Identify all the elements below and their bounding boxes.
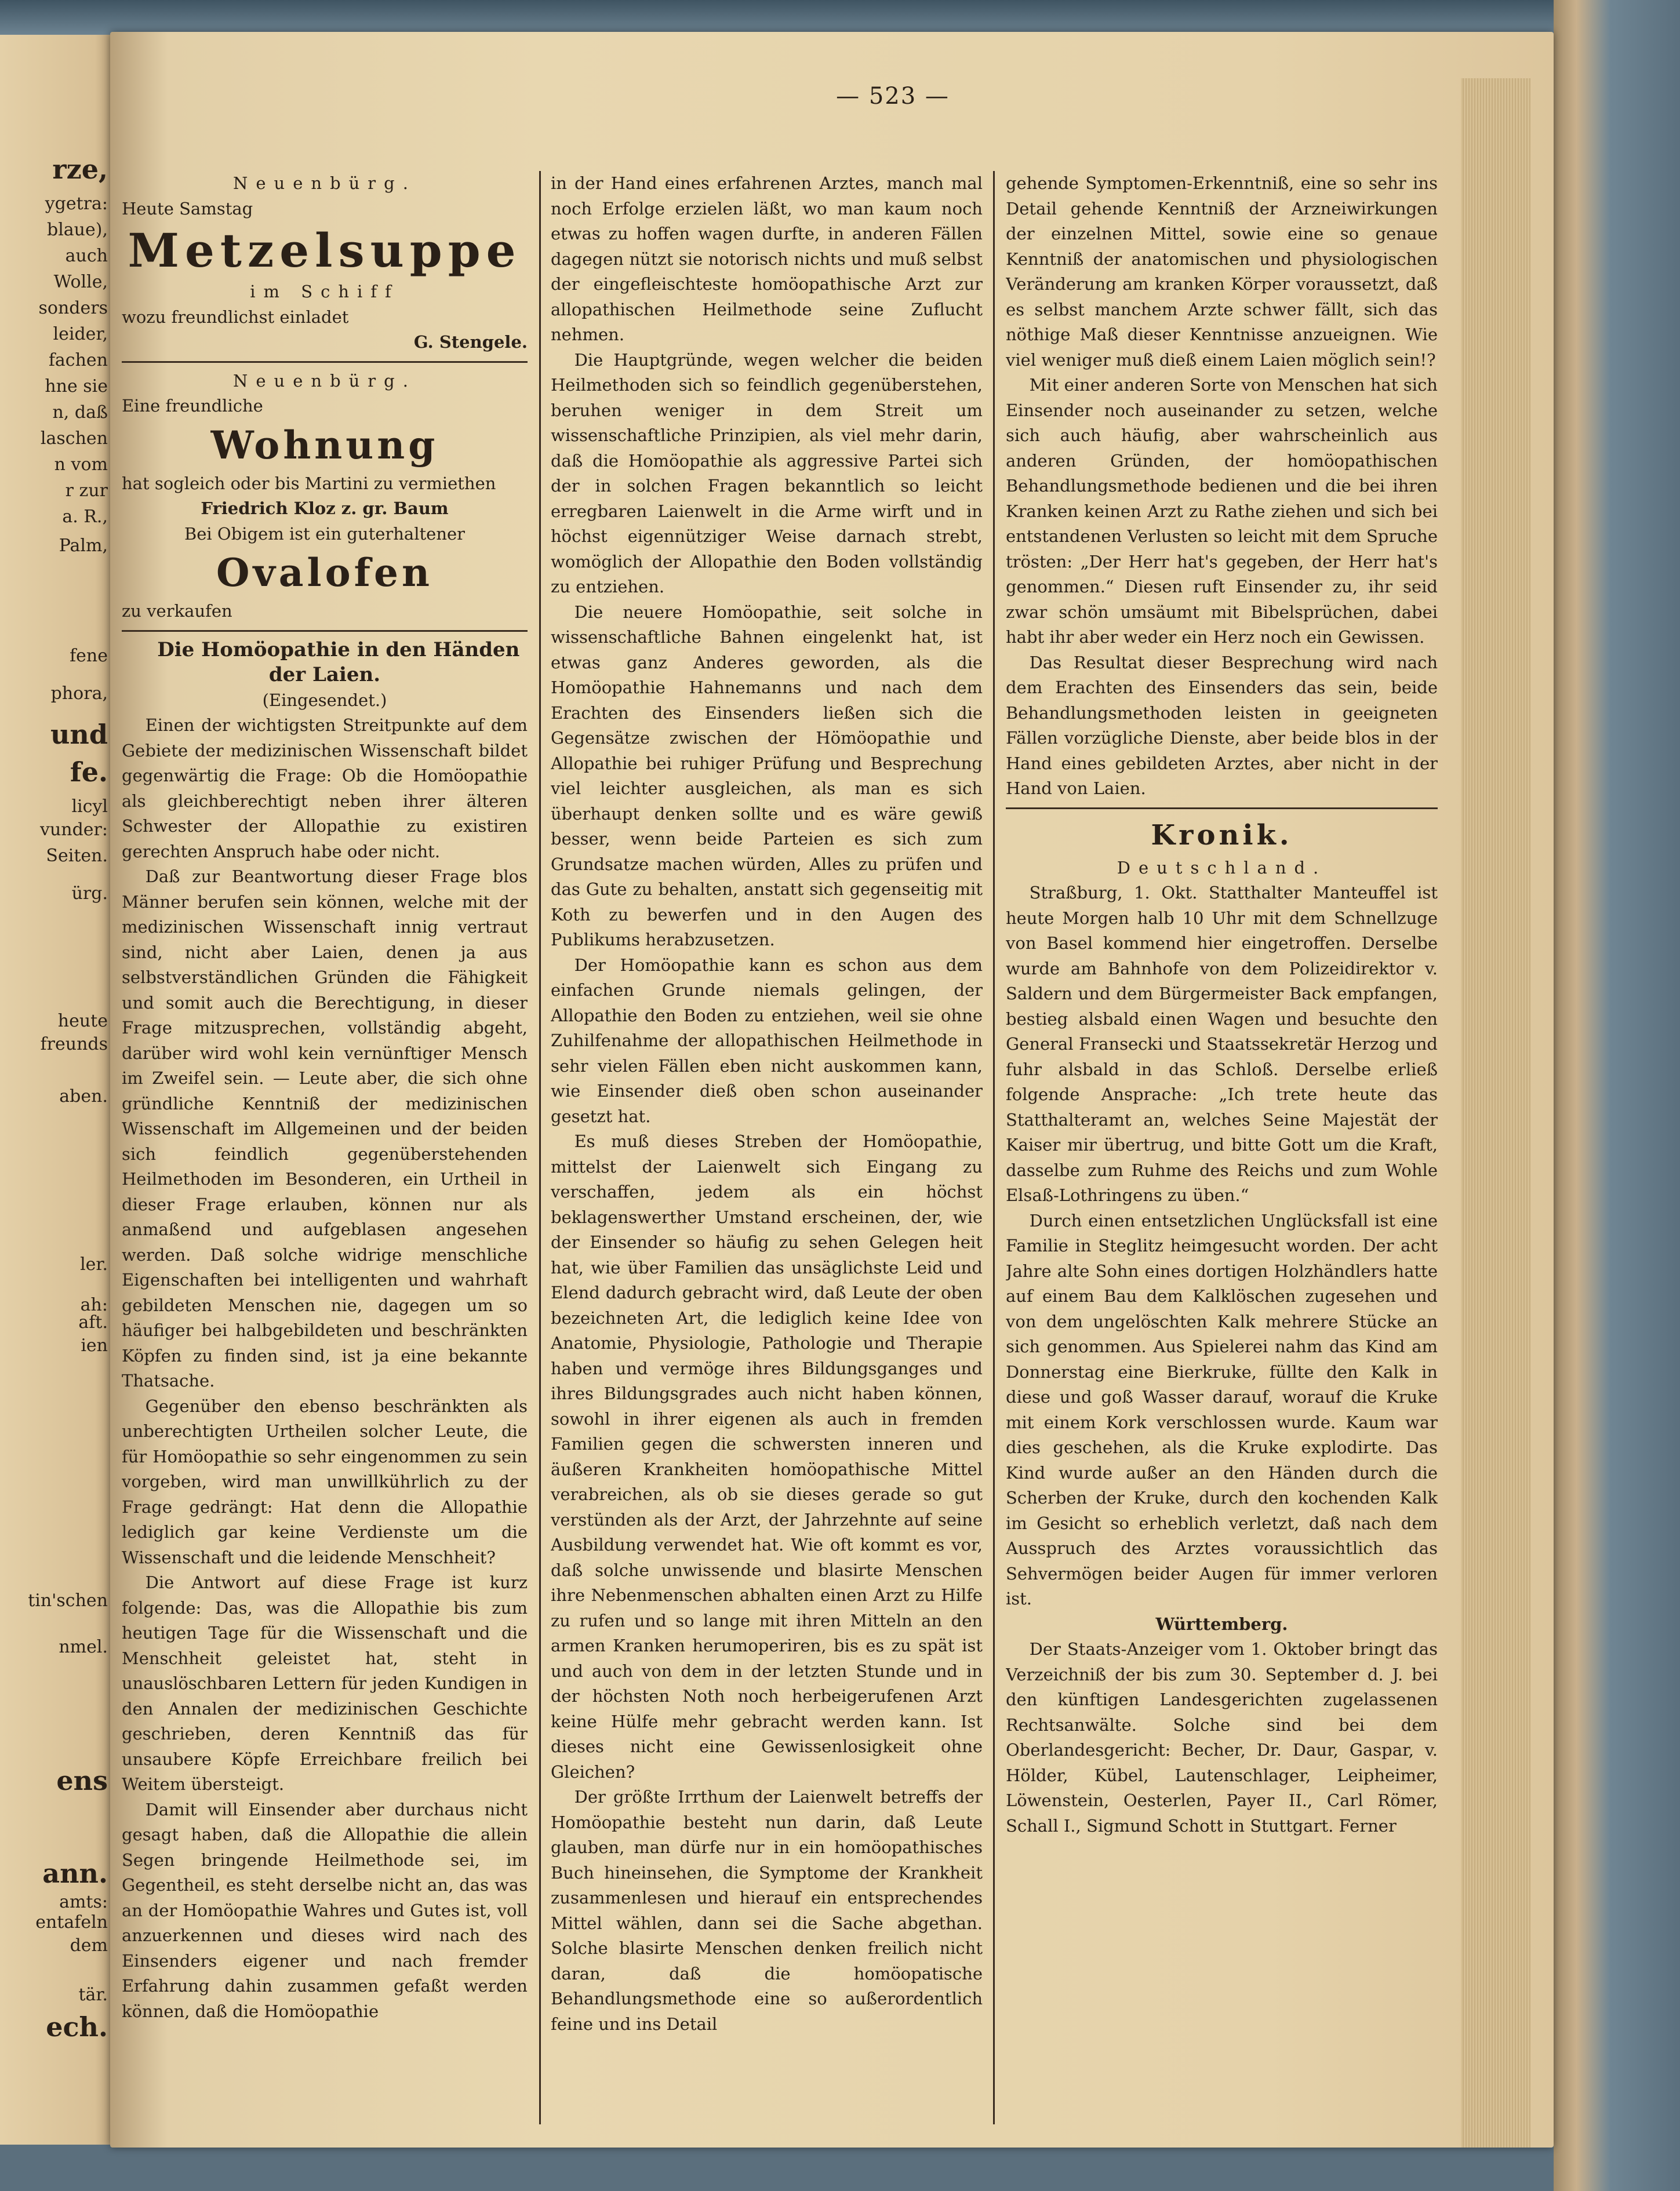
previous-page-text-fragment: und xyxy=(50,719,108,750)
ad1-line1: Heute Samstag xyxy=(122,198,253,219)
article-paragraph: Mit einer anderen Sorte von Menschen hat sich Einsender noch auseinander zu setzen, welche sich auch häufig, aber wahrscheinlich aus anderen Gründen, der homöopathischen Behandlungsmethode bedienen und die bei ihren Kranken keinen Arzt zu Rathe ziehen und sich bei entstandenen Verlusten so leicht mit dem Spruche trösten: „Der Herr hat's gegeben, der Herr hat's genommen.“ Diesen ruft Einsender zu, ihr seid zwar schön umsäumt mit Bibelsprüchen, dabei habt ihr aber weder ein Herz noch ein Gewissen. xyxy=(1006,375,1438,647)
previous-page-text-fragment: ah: xyxy=(80,1295,108,1315)
previous-page-text-fragment: amts: xyxy=(59,1892,108,1912)
ad1-line3: wozu freundlichst einladet xyxy=(122,307,349,327)
previous-page-text-fragment: heute xyxy=(57,1011,108,1031)
newspaper-page xyxy=(110,32,1554,2148)
previous-page-text-fragment: ygetra: xyxy=(45,194,108,214)
previous-page-text-fragment: n vom xyxy=(54,454,108,475)
previous-page-text-fragment: rze, xyxy=(52,154,108,185)
previous-page-text-fragment: tär. xyxy=(78,1985,108,2005)
scan-background-top xyxy=(0,0,1680,35)
previous-page-text-fragment: ürg. xyxy=(71,883,108,904)
previous-page-text-fragment: phora, xyxy=(50,683,108,704)
article-paragraph: in der Hand eines erfahrenen Arztes, manch mal noch Erfolge erzielen läßt, wo man kaum noch etwas zu hoffen wagen durfte, in anderen Fällen dagegen nützt sie notorisch nichts und muß selbst der eingefleischteste homöopathische Arzt zur allopathischen Heilmethode seine Zuflucht nehmen. xyxy=(551,173,983,344)
previous-page-text-fragment: r zur xyxy=(65,481,108,501)
previous-page-text-fragment: nmel. xyxy=(59,1637,108,1657)
ad1-signature: G. Stengele. xyxy=(413,332,528,352)
previous-page-edge xyxy=(0,35,119,2145)
article-paragraph: Der größte Irrthum der Laienwelt betreffs der Homöopathie besteht nun darin, daß Leute glauben, man dürfe nur in ein homöopathisches Buch hineinsehen, die Symptome der Krankheit zusammenlesen und hierauf ein entsprechendes Mittel wählen, dann sei die Sache abgethan. Solche blasirte Menschen denken freilich nicht daran, daß die homöopatische Behandlungsmethode eine so außerordentlich feine und ins Detail xyxy=(551,1787,983,2034)
news-paragraph: Straßburg, 1. Okt. Statthalter Manteuffel ist heute Morgen halb 10 Uhr mit dem Schnellzuge von Basel kommend hier eingetroffen. Derselbe wurde am Bahnhofe von dem Polizeidirektor v. Saldern und dem Bürgermeister Back empfangen, bestieg alsbald einen Wagen und besuchte den General Fransecki und Staatssekretär Herzog und fuhr alsbald in das Schloß. Derselbe erließ folgende Ansprache: „Ich trete heute das Statthalteramt an, welches Seine Majestät der Kaiser mir übertrug, und bitte Gott um die Kraft, dasselbe zum Ruhme des Reichs und zum Wohle Elsaß-Lothringens zu üben.“ xyxy=(1006,883,1438,1205)
article-paragraph: Die neuere Homöopathie, seit solche in wissenschaftliche Bahnen eingelenkt hat, ist etwas ganz Anderes geworden, als die Homöopathie Hahnemanns und nach dem Erachten des Einsenders ließen sich die Gegensätze zwischen der Hömöopathie und Allopathie bei ruhiger Prüfung und Besprechung viel leichter ausgleichen, als man es sich überhaupt denken sollte und es wäre gewiß besser, wenn beide Parteien es sich zum Grundsatze machen würden, Alles zu prüfen und das Gute zu behalten, anstatt sich gegenseitig mit Koth zu bewerfen und in den Augen des Publikums herabzusetzen. xyxy=(551,602,983,949)
column-1 xyxy=(122,171,528,2124)
previous-page-text-fragment: leider, xyxy=(53,324,108,344)
article-paragraph: Der Homöopathie kann es schon aus dem einfachen Grunde niemals gelingen, der Allopathie den Boden zu entziehen, weil sie ohne Zuhilfenahme der allopathischen Heilmethode in sehr vielen Fällen eben nicht auskommen kann, wie Einsender dieß oben schon auseinander gesetzt hat. xyxy=(551,955,983,1126)
previous-page-text-fragment: freunds xyxy=(40,1034,108,1054)
previous-page-text-fragment: fene xyxy=(70,646,108,666)
previous-page-text-fragment: laschen xyxy=(40,428,108,449)
article-paragraph: Es muß dieses Streben der Homöopathie, mittelst der Laienwelt sich Eingang zu verschaffen, jedem als ein höchst beklagenswerther Umstand erscheinen, der, wie der Einsender so häufig zu sehen Gelegen heit hat, wie über Familien das unsäglichste Leid und Elend dadurch gebracht wird, daß Leute der oben bezeichneten Art, die lediglich keine Idee von Anatomie, Physiologie, Pathologie und Therapie haben und vermöge ihres Bildungsganges und ihres Bildungsgrades auch nicht haben können, sowohl in ihrer eigenen als auch in fremden Familien gegen die schwersten inneren und äußeren Krankheiten homöopathische Mittel verabreichen, als ob sie dieses gerade so gut verstünden als der Arzt, der Jahrzehnte auf seine Ausbildung verwendet hat. Wie oft kommt es vor, daß solche unwissende und blasirte Menschen ihre Nebenmenschen abhalten einen Arzt zu Hilfe zu rufen und so lange mit ihren Mitteln an den armen Kranken herumoperiren, bis es zu spät ist und auch von dem in der letzten Stunde und in der höchsten Noth noch herbeigerufenen Arzt keine Hülfe mehr gebracht werden kann. Ist dieses nicht eine Gewissenlosigkeit ohne Gleichen? xyxy=(551,1131,983,1782)
ad2-line2: hat sogleich oder bis Martini zu vermiethen xyxy=(122,473,496,493)
ad1-place: Neuenbürg. xyxy=(233,173,416,193)
article-paragraph: Die Antwort auf diese Frage ist kurz folgende: Das, was die Allopathie bis zum heutigen Tage für die Wissenschaft und die Menschheit geleistet hat, steht in unauslöschbaren Lettern für jeden Kundigen in den Annalen der medizinischen Geschichte geschrieben, deren Kenntniß das für unsaubere Köpfe Erreichbare freilich bei Weitem übersteigt. xyxy=(122,1573,528,1794)
ad3-line1: Bei Obigem ist ein guterhaltener xyxy=(184,523,466,544)
page-number: — 523 — xyxy=(836,83,950,110)
ad3-line2: zu verkaufen xyxy=(122,601,232,621)
news-paragraph: Durch einen entsetzlichen Unglücksfall ist eine Familie in Steglitz heimgesucht worden. Der acht Jahre alte Sohn eines dortigen Holzhändlers hatte auf einem Bau dem Kalklöschen zugesehen und von dem ungelöschten Kalk mehrere Stücke an sich genommen. Aus Spielerei nahm das Kind am Donnerstag eine Bierkruke, füllte den Kalk in diese und goß Wasser darauf, worauf die Kruke mit einem Kork verschlossen wurde. Kaum war dies geschehen, als die Kruke explodirte. Das Kind wurde außer an den Händen durch die Scherben der Kruke, durch den kochenden Kalk im Gesicht so erheblich verletzt, daß nach dem Ausspruch des Arztes voraussichtlich das Sehvermögen beider Augen für immer verloren ist. xyxy=(1006,1210,1438,1608)
article-paragraph: Die Hauptgründe, wegen welcher die beiden Heilmethoden sich so feindlich gegenüberstehen, beruhen weniger in dem Streit um wissenschaftliche Prinzipien, als viel mehr darin, daß die Homöopathie als aggressive Partei sich der in solchen Fragen bekanntlich so leicht erregbaren Laienwelt in die Arme wirft und in höchst eigennütziger Weise darnach strebt, womöglich der Allopathie den Boden vollständig zu entziehen. xyxy=(551,350,983,596)
previous-page-text-fragment: ens xyxy=(56,1765,108,1796)
previous-page-text-fragment: sonders xyxy=(38,298,108,318)
previous-page-text-fragment: ien xyxy=(81,1335,108,1356)
previous-page-text-fragment: ech. xyxy=(46,2011,108,2043)
article-paragraph: Daß zur Beantwortung dieser Frage blos Männer berufen sein können, welche mit der medizinischen Wissenschaft innig vertraut sind, nicht aber Laien, denen ja aus selbstverständlichen Gründen die Fähigkeit und somit auch die Berechtigung, in dieser Frage mitzusprechen, vollständig abgeht, darüber wird wohl kein vernünftiger Mensch im Zweifel sein. — Leute aber, die sich ohne gründliche Kenntniß der medizinischen Wissenschaft im Allgemeinen und der beiden sich feindlich gegenüberstehenden Heilmethoden im Besonderen, ein Urtheil in dieser Frage erlauben, können nur als anmaßend und aufgeblasen angesehen werden. Daß solche widrige menschliche Eigenschaften bei intelligenten und wahrhaft gebildeten Menschen nie, dagegen um so häufiger bei halbgebildeten und beschränkten Köpfen zu finden sind, ist ja eine bekannte Thatsache. xyxy=(122,867,528,1391)
column-2 xyxy=(551,171,983,2124)
region-heading: Württemberg. xyxy=(1155,1614,1288,1634)
article-paragraph: gehende Symptomen-Erkenntniß, eine so sehr ins Detail gehende Kenntniß der Arzneiwirkungen der einzelnen Mittel, sowie eine so genaue Kenntniß der anatomischen und physiologischen Veränderung am kranken Körper voraussetzt, daß es selbst manchem Arzte schwer fällt, sich das nöthige Maß dieser Kenntnisse anzueignen. Wie viel weniger muß dieß einem Laien möglich sein!? xyxy=(1006,173,1438,370)
section-divider xyxy=(1006,807,1438,809)
previous-page-text-fragment: a. R., xyxy=(62,507,108,527)
page-stack-edges xyxy=(1461,78,1530,2148)
article-paragraph: Einen der wichtigsten Streitpunkte auf dem Gebiete der medizinischen Wissenschaft bildet gegenwärtig die Frage: Ob die Homöopathie als gleichberechtigt neben ihrer älteren Schwester der Allopathie zu existiren gerechten Anspruch habe oder nicht. xyxy=(122,715,528,861)
country-heading: Deutschland. xyxy=(1117,857,1327,878)
previous-page-text-fragment: hne sie xyxy=(45,376,108,396)
article-subtitle: (Eingesendet.) xyxy=(262,690,387,710)
column-3 xyxy=(1006,171,1438,2124)
ad3-title: Ovalofen xyxy=(216,550,434,595)
previous-page-text-fragment: entafeln xyxy=(35,1912,108,1932)
previous-page-text-fragment: Seiten. xyxy=(46,846,108,866)
previous-page-text-fragment: n, daß xyxy=(52,402,108,423)
ad-divider xyxy=(122,361,528,363)
ad2-line1: Eine freundliche xyxy=(122,396,263,416)
previous-page-text-fragment: ler. xyxy=(80,1254,108,1275)
previous-page-text-fragment: aben. xyxy=(59,1086,108,1107)
previous-page-text-fragment: dem xyxy=(70,1935,108,1956)
ad2-place: Neuenbürg. xyxy=(233,370,416,391)
chronik-heading: Kronik. xyxy=(1151,818,1293,851)
book-spine-background xyxy=(1554,0,1680,2191)
ad2-signature: Friedrich Kloz z. gr. Baum xyxy=(201,498,449,518)
previous-page-text-fragment: vunder: xyxy=(40,820,108,840)
article-paragraph: Damit will Einsender aber durchaus nicht gesagt haben, daß die Allopathie die allein Segen bringende Heilmethode sei, im Gegentheil, es steht derselbe nicht an, das was an der Homöopathie Wahres und Gutes ist, voll anzuerkennen und dieses wird nach des Einsenders eigener und nach fremder Erfahrung dahin zusammen gefaßt werden können, daß die Homöopathie xyxy=(122,1799,528,2021)
previous-page-text-fragment: licyl xyxy=(71,796,108,817)
previous-page-text-fragment: fachen xyxy=(48,350,108,370)
column-rule xyxy=(993,171,995,2124)
article-title: Die Homöopathie in den Händen der Laien. xyxy=(157,638,520,686)
previous-page-text-fragment: tin'schen xyxy=(28,1591,108,1611)
ad1-line2: im Schiff xyxy=(250,282,399,301)
article-paragraph: Gegenüber den ebenso beschränkten als unberechtigten Urtheilen solcher Leute, die für Homöopathie so sehr eingenommen zu sein vorgeben, wird man unwillkührlich zu der Frage gedrängt: Hat denn die Allopathie lediglich gar keine Verdienste um die Wissenschaft und die leidende Menschheit? xyxy=(122,1396,528,1567)
previous-page-text-fragment: aft. xyxy=(78,1312,108,1333)
ad1-title: Metzelsuppe xyxy=(128,223,522,278)
previous-page-text-fragment: Wolle, xyxy=(53,272,108,292)
previous-page-text-fragment: ann. xyxy=(42,1858,108,1889)
previous-page-text-fragment: blaue), xyxy=(47,220,108,240)
previous-page-text-fragment: auch xyxy=(65,246,108,266)
previous-page-text-fragment: Palm, xyxy=(59,536,108,556)
previous-page-text-fragment: fe. xyxy=(70,756,108,788)
article-divider xyxy=(122,630,528,632)
article-paragraph: Das Resultat dieser Besprechung wird nach dem Erachten des Einsenders das sein, beide Behandlungsmethoden leisten in geeigneten Fällen vorzügliche Dienste, aber beide blos in der Hand eines gebildeten Arztes, aber nicht in der Hand von Laien. xyxy=(1006,652,1438,798)
news-paragraph: Der Staats-Anzeiger vom 1. Oktober bringt das Verzeichniß der bis zum 30. September d. J. bei den künftigen Landesgerichten zugelassenen Rechtsanwälte. Solche sind bei dem Oberlandesgericht: Becher, Dr. Daur, Gaspar, v. Hölder, Kübel, Lautenschlager, Leipheimer, Löwenstein, Oesterlen, Payer II., Carl Römer, Schall I., Sigmund Schott in Stuttgart. Ferner xyxy=(1006,1639,1438,1836)
ad2-title: Wohnung xyxy=(210,422,439,468)
column-rule xyxy=(539,171,541,2124)
